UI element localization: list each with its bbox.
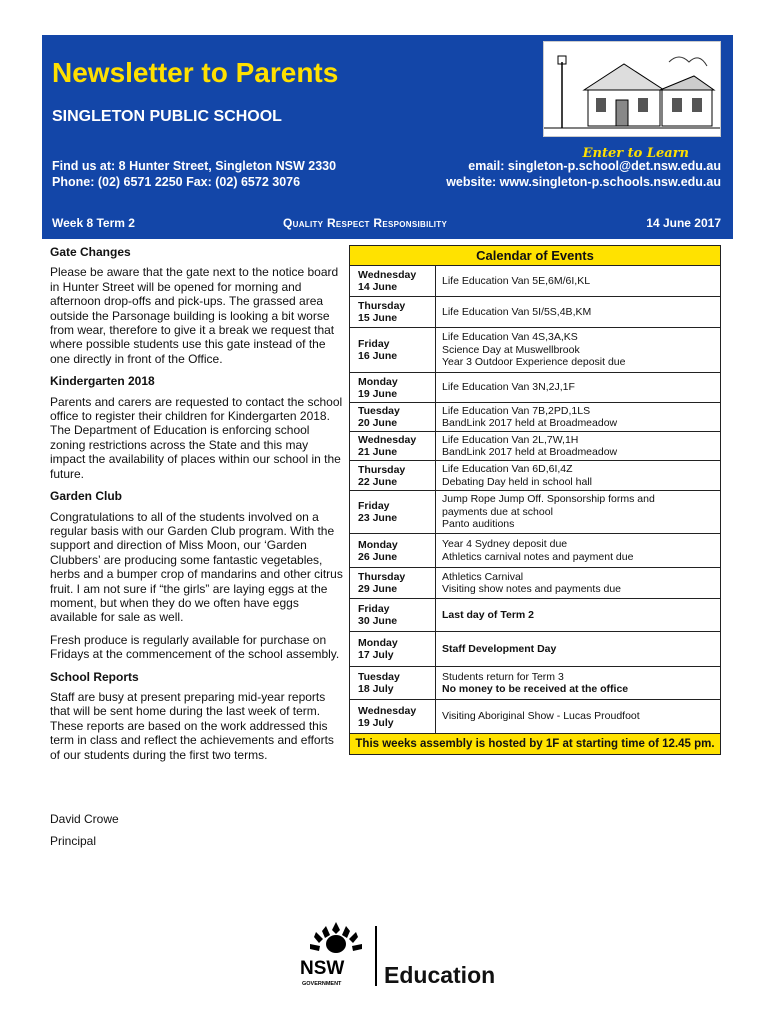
calendar-event: Life Education Van 4S,3A,KS: [442, 331, 578, 344]
calendar-day: [350, 432, 436, 460]
calendar-event: Students return for Term 3: [442, 670, 564, 683]
articles-column: [50, 245, 346, 770]
calendar-event: Life Education Van 5E,6M/6I,KL: [442, 274, 591, 287]
address-block: [52, 158, 336, 190]
calendar-day: [350, 328, 436, 372]
calendar-event: Visiting Aboriginal Show - Lucas Proudfoot: [442, 710, 640, 723]
calendar-day: Thursday: [358, 571, 406, 583]
article-paragraph: Fresh produce is regularly available for purchase on Fridays at the commencement of the school assembly.: [50, 632, 340, 662]
calendar-event: Jump Rope Jump Off. Sponsorship forms and: [442, 493, 655, 506]
calendar-row: [350, 568, 720, 599]
email-line: email: singleton-p.school@det.nsw.edu.au: [468, 159, 721, 173]
calendar-date: 19 July: [358, 716, 394, 729]
calendar-events: [436, 403, 720, 431]
article-paragraph: Parents and carers are requested to contact the school office to register their children for Kindergarten 2018. The Department of Education is enforcing school zoning restrictions across the State and this may impact the availability of places within our school in the future.: [50, 394, 343, 481]
article-paragraph: Please be aware that the gate next to the notice board in Hunter Street will be opened for morning and afternoon drop-offs and pick-ups. The grassed area outside the Parsonage building is looking a bit worse from wear, therefore to give it a break we request that where possible students use this gate instead of the one directly in front of the Office.: [50, 265, 339, 366]
signature: [50, 808, 119, 852]
tagline: Enter to Learn: [582, 146, 689, 161]
calendar-event: Last day of Term 2: [442, 608, 534, 621]
waratah-icon: [296, 918, 376, 990]
calendar-day: Monday: [358, 375, 398, 388]
calendar-day: [350, 266, 436, 296]
phone-line: Phone: (02) 6571 2250 Fax: (02) 6572 3076: [52, 175, 301, 189]
calendar-day: [350, 700, 436, 733]
calendar-date: 29 June: [358, 583, 398, 595]
calendar-events: [436, 373, 720, 402]
calendar-row: [350, 461, 720, 491]
calendar-of-events: [349, 245, 721, 755]
calendar-day: [350, 599, 436, 631]
calendar-day: [350, 403, 436, 431]
calendar-event: Life Education Van 5I/5S,4B,KM: [442, 305, 592, 318]
calendar-day: Monday: [358, 538, 398, 551]
calendar-events: [436, 632, 720, 666]
calendar-day: Thursday: [358, 300, 406, 312]
calendar-date: 18 July: [358, 683, 394, 695]
calendar-day: [350, 373, 436, 402]
calendar-day: Thursday: [358, 463, 406, 476]
calendar-date: 23 June: [358, 512, 398, 524]
calendar-day: [350, 568, 436, 598]
week-term: Week 8 Term 2: [52, 216, 135, 230]
calendar-rows: [350, 266, 720, 734]
calendar-event: Life Education Van 6D,6I,4Z: [442, 463, 573, 475]
calendar-date: 30 June: [358, 615, 398, 627]
education-wordmark: Education: [384, 962, 496, 988]
calendar-day: [350, 534, 436, 567]
calendar-event: payments due at school: [442, 505, 553, 518]
calendar-event: Year 4 Sydney deposit due: [442, 538, 568, 550]
calendar-day: [350, 632, 436, 666]
principal-name: David Crowe: [50, 812, 119, 826]
calendar-day: Friday: [358, 603, 390, 615]
calendar-row: [350, 403, 720, 432]
article-heading: School Reports: [50, 669, 139, 684]
newsletter-title: Newsletter to Parents: [52, 57, 339, 88]
calendar-date: 26 June: [358, 550, 398, 563]
calendar-event: Visiting show notes and payments due: [442, 583, 622, 595]
logo-divider: [375, 926, 377, 986]
calendar-day: Tuesday: [358, 671, 400, 683]
calendar-event: Science Day at Muswellbrook: [442, 343, 580, 356]
calendar-date: 14 June: [358, 281, 398, 293]
calendar-row: [350, 297, 720, 328]
calendar-event: BandLink 2017 held at Broadmeadow: [442, 446, 618, 458]
calendar-day: Monday: [358, 637, 398, 649]
calendar-event: Year 3 Outdoor Experience deposit due: [442, 356, 626, 369]
calendar-events: [436, 667, 720, 699]
calendar-row: [350, 266, 720, 297]
calendar-day: Wednesday: [358, 269, 417, 281]
assembly-notice: This weeks assembly is hosted by 1F at starting time of 12.45 pm.: [350, 734, 720, 754]
school-name: SINGLETON PUBLIC SCHOOL: [52, 108, 282, 125]
calendar-events: [436, 599, 720, 631]
government-wordmark: GOVERNMENT: [302, 981, 342, 987]
calendar-day: [350, 667, 436, 699]
calendar-events: [436, 297, 720, 327]
calendar-event: Athletics Carnival: [442, 570, 524, 583]
website-line: website: www.singleton-p.schools.nsw.edu.au: [446, 175, 721, 189]
calendar-day: [350, 491, 436, 533]
calendar-date: 15 June: [358, 312, 398, 324]
calendar-events: [436, 491, 720, 533]
calendar-heading: Calendar of Events: [350, 246, 720, 266]
calendar-day: Tuesday: [358, 405, 400, 417]
calendar-day: Wednesday: [358, 434, 417, 446]
calendar-event: Life Education Van 7B,2PD,1LS: [442, 404, 591, 417]
calendar-event: BandLink 2017 held at Broadmeadow: [442, 417, 618, 429]
calendar-date: 17 July: [358, 649, 394, 661]
article-heading: Kindergarten 2018: [50, 374, 155, 389]
calendar-row: [350, 534, 720, 568]
calendar-day: Friday: [358, 338, 390, 350]
calendar-event: Debating Day held in school hall: [442, 475, 593, 488]
article-heading: Garden Club: [50, 489, 123, 504]
article-paragraph: Congratulations to all of the students involved on a regular basis with our Garden Club program. With the support and direction of Miss Moon, our ‘Garden Clubbers’ are producing some fantastic vegetables, herbs and a bumper crop of mandarins and other citrus fruit. I am not sure if “the girls” are laying eggs at the moment, but when they do we often have eggs available for sale as well.: [50, 509, 343, 625]
calendar-events: [436, 461, 720, 490]
calendar-event: Athletics carnival notes and payment due: [442, 550, 634, 563]
address-line: Find us at: 8 Hunter Street, Singleton NSW 2330: [52, 159, 337, 173]
calendar-date: 19 June: [358, 387, 398, 400]
calendar-day: Friday: [358, 500, 390, 512]
calendar-date: 21 June: [358, 446, 398, 458]
article-paragraph: Staff are busy at present preparing mid-year reports that will be sent home during the last week of term. These reports are based on the work addressed this term in class and reflect the achievements and efforts of our students during the first two terms.: [50, 689, 334, 762]
calendar-date: 20 June: [358, 417, 398, 429]
contact-block: [446, 158, 721, 190]
calendar-event: Panto auditions: [442, 518, 515, 531]
calendar-row: [350, 667, 720, 700]
school-building-image: [543, 41, 721, 137]
calendar-date: 22 June: [358, 475, 398, 488]
calendar-row: [350, 491, 720, 534]
principal-role: Principal: [50, 834, 97, 848]
calendar-events: [436, 534, 720, 567]
calendar-events: [436, 328, 720, 372]
calendar-events: [436, 568, 720, 598]
calendar-event: Life Education Van 3N,2J,1F: [442, 381, 575, 394]
calendar-day: Wednesday: [358, 704, 417, 717]
calendar-events: [436, 266, 720, 296]
calendar-day: [350, 297, 436, 327]
newsletter-date: 14 June 2017: [646, 216, 721, 230]
calendar-row: [350, 328, 720, 373]
calendar-event: No money to be received at the office: [442, 683, 629, 695]
calendar-event: Staff Development Day: [442, 642, 557, 655]
calendar-day: [350, 461, 436, 490]
calendar-row: [350, 432, 720, 461]
calendar-events: [436, 432, 720, 460]
calendar-date: 16 June: [358, 350, 398, 362]
calendar-row: [350, 599, 720, 632]
school-values: Quality Respect Responsibility: [283, 216, 448, 230]
calendar-events: [436, 700, 720, 733]
article-heading: Gate Changes: [50, 245, 131, 259]
calendar-row: [350, 632, 720, 667]
calendar-row: [350, 700, 720, 734]
calendar-row: [350, 373, 720, 403]
calendar-event: Life Education Van 2L,7W,1H: [442, 433, 579, 446]
newsletter-banner: [42, 35, 733, 239]
nsw-wordmark: NSW: [300, 958, 345, 979]
